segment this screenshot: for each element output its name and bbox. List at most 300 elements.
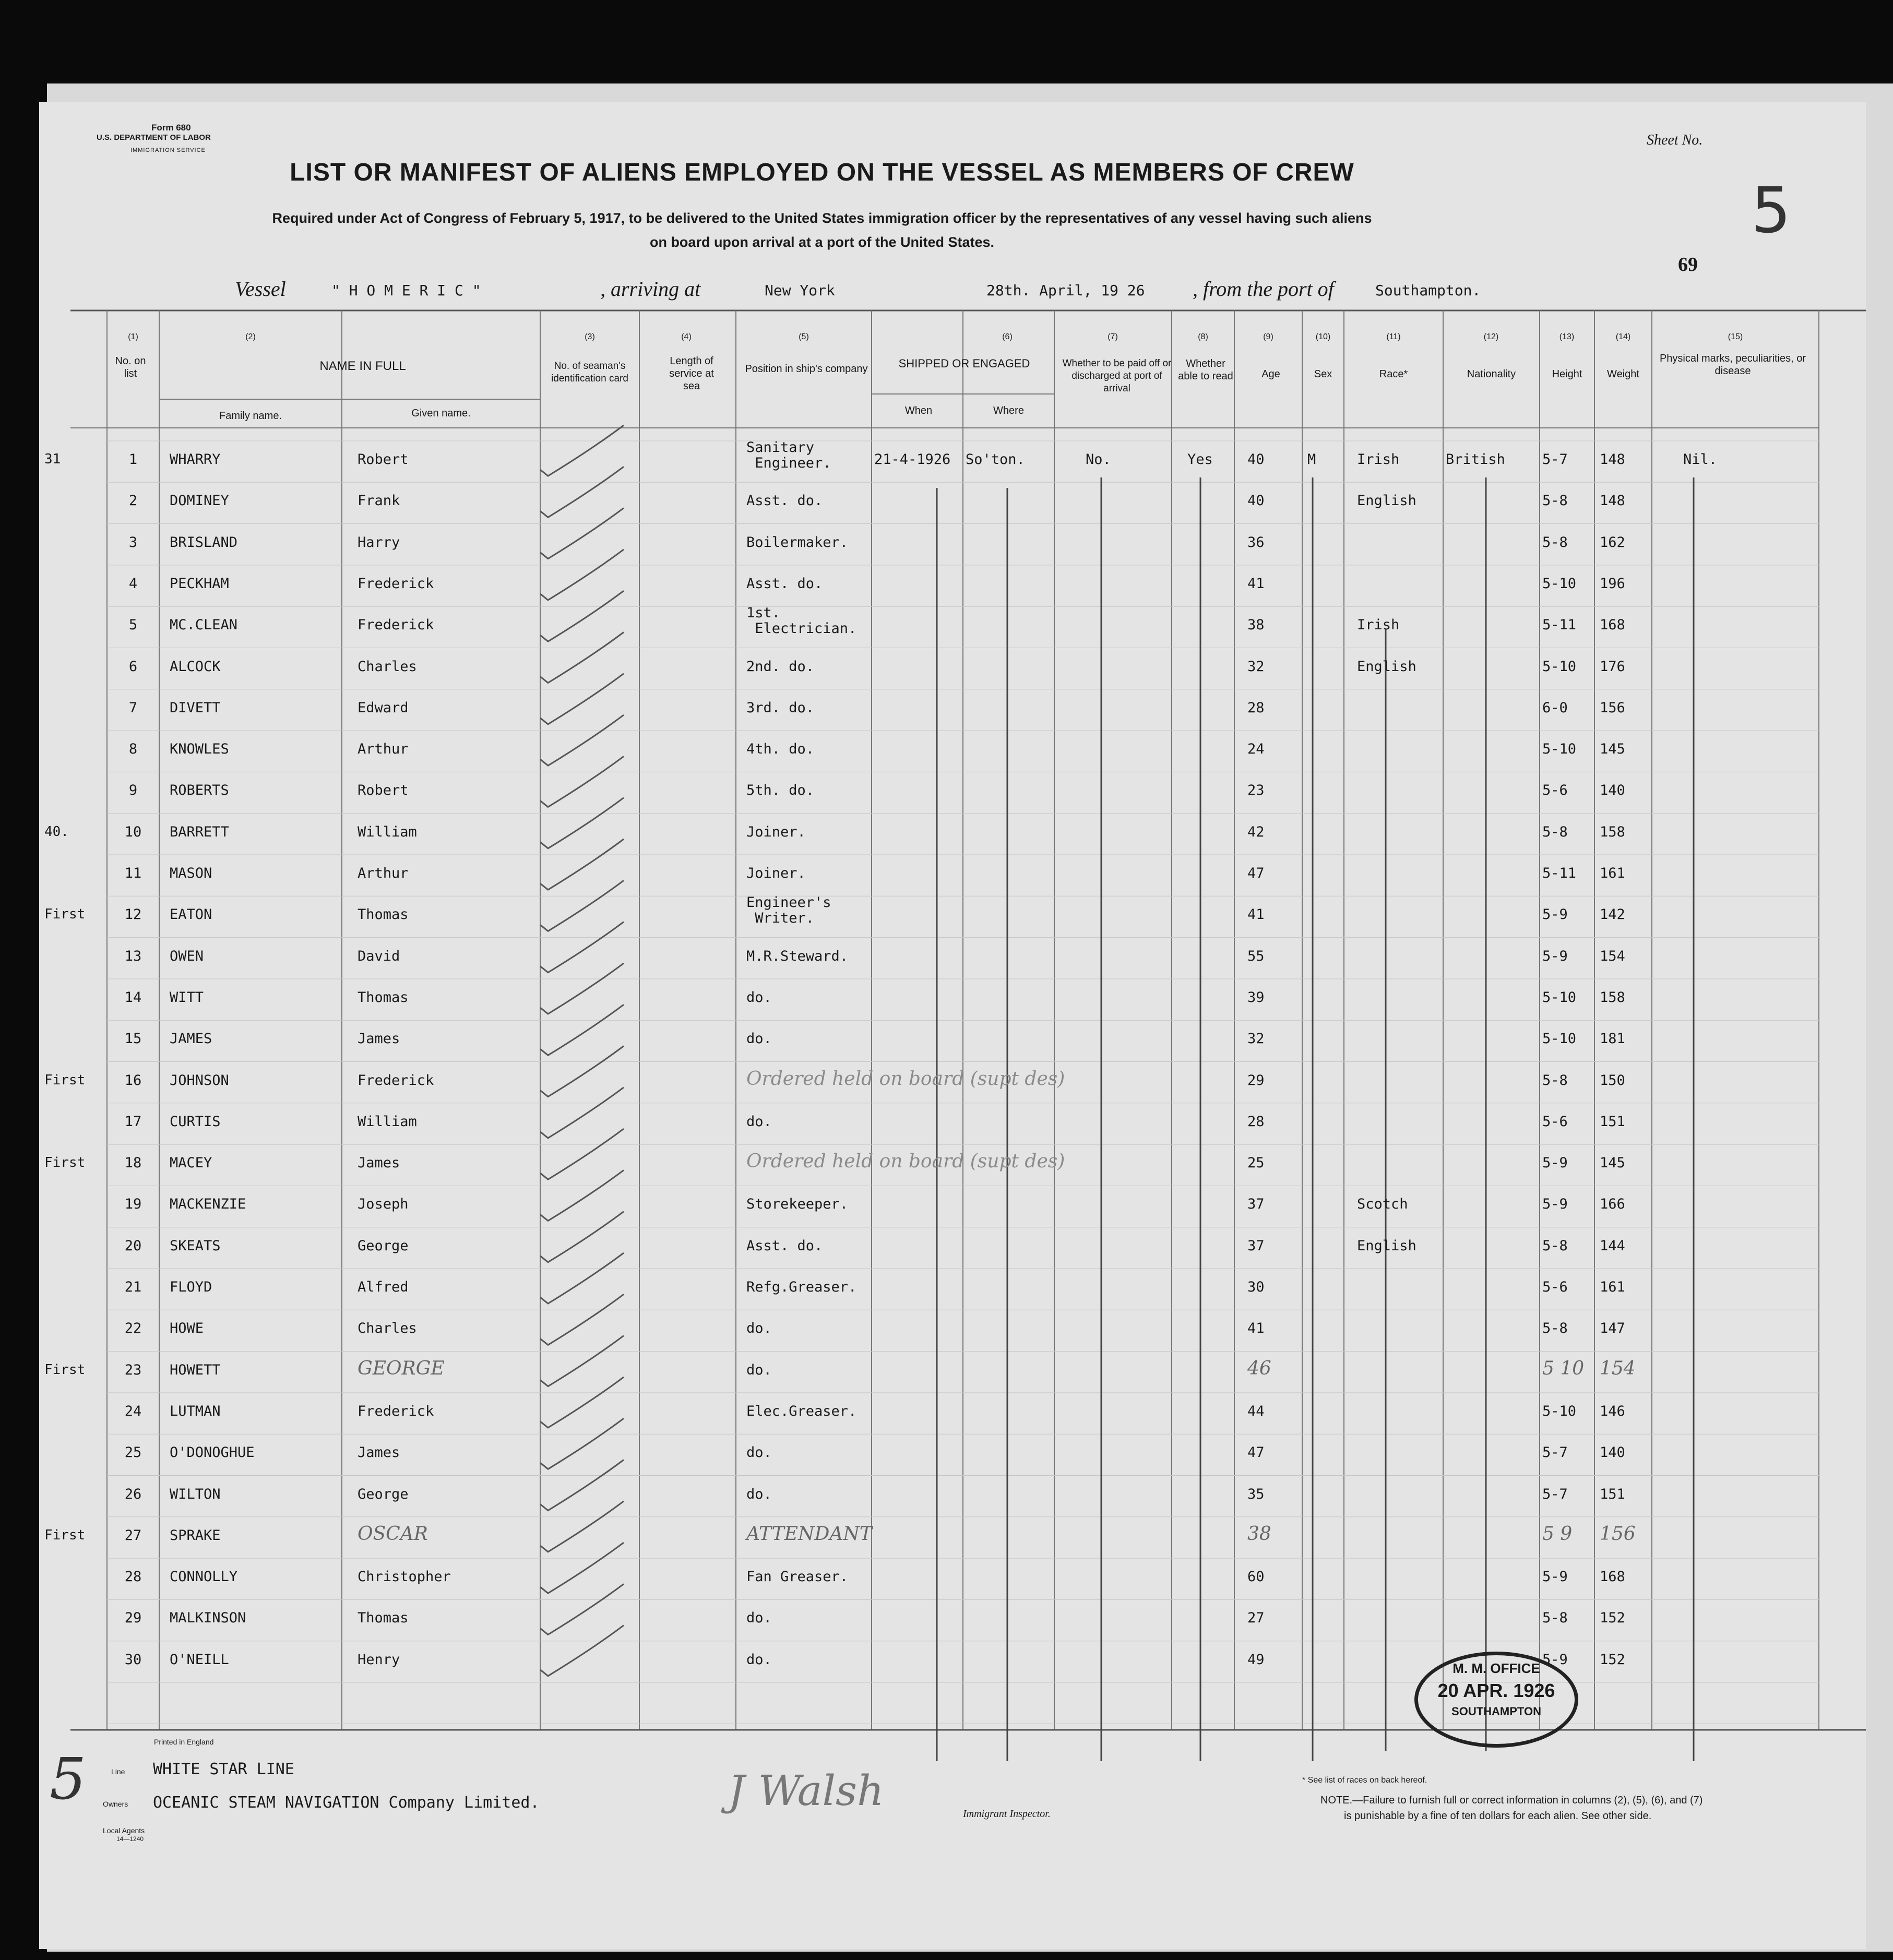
row-number: 14	[124, 989, 142, 1006]
check-mark	[540, 1294, 624, 1345]
row-number: 30	[124, 1651, 142, 1668]
position: 3rd. do.	[746, 699, 815, 716]
race: Scotch	[1357, 1196, 1408, 1213]
age: 36	[1247, 534, 1265, 551]
weight: 161	[1600, 1279, 1625, 1295]
given-name: Thomas	[358, 906, 409, 923]
height: 5-10	[1542, 1031, 1577, 1047]
row-number: 7	[128, 699, 138, 716]
sheet-no-label: Sheet No.	[1647, 132, 1703, 148]
stamp-top: M. M. OFFICE	[1453, 1660, 1540, 1676]
weight: 150	[1600, 1072, 1625, 1089]
given-name: Robert	[358, 782, 409, 799]
row-number: 3	[128, 534, 138, 551]
inspector-label: Immigrant Inspector.	[963, 1808, 1051, 1820]
row-number: 5	[128, 617, 138, 634]
family-name: DIVETT	[170, 699, 221, 716]
position: 1st. Electrician.	[746, 605, 857, 637]
check-mark	[540, 1377, 624, 1428]
position: do.	[746, 1031, 772, 1047]
position: do.	[746, 1320, 772, 1337]
weight: 151	[1600, 1486, 1625, 1502]
weight: 168	[1600, 1569, 1625, 1585]
given-name: Frederick	[358, 1403, 434, 1419]
weight: 152	[1600, 1651, 1625, 1668]
sheet-mark: 5	[1751, 175, 1791, 247]
position: Boilermaker.	[746, 534, 849, 551]
stamp-bottom: SOUTHAMPTON	[1451, 1705, 1541, 1718]
position: Elec.Greaser.	[746, 1403, 857, 1419]
height: 5-6	[1542, 1279, 1568, 1295]
position: Joiner.	[746, 865, 806, 881]
header-id-card: No. of seaman's identification card	[551, 361, 628, 384]
row-number: 24	[124, 1403, 142, 1419]
height: 5-9	[1542, 1569, 1568, 1585]
check-mark	[540, 1253, 624, 1304]
line-name: WHITE STAR LINE	[153, 1760, 294, 1778]
height: 5-8	[1542, 493, 1568, 509]
age: 40	[1247, 451, 1265, 468]
check-mark	[540, 715, 624, 766]
check-mark	[540, 1336, 624, 1387]
height: 5 10	[1542, 1357, 1585, 1379]
given-name: GEORGE	[358, 1357, 445, 1379]
given-name: Edward	[358, 699, 409, 716]
check-mark	[540, 1087, 624, 1138]
column-number: (1)	[128, 332, 138, 341]
owners-label: Owners	[103, 1800, 128, 1808]
arriving-label: , arriving at	[600, 277, 701, 301]
header-read: Whether able to read	[1178, 358, 1233, 382]
height: 5 9	[1542, 1523, 1573, 1545]
from-port: Southampton.	[1375, 282, 1481, 299]
height: 5-10	[1542, 989, 1577, 1006]
check-mark	[540, 1543, 624, 1593]
height: 5-10	[1542, 1403, 1577, 1419]
family-name: FLOYD	[170, 1279, 212, 1295]
position: do.	[746, 1444, 772, 1461]
row-number: 18	[124, 1155, 142, 1172]
given-name: Frederick	[358, 1072, 434, 1089]
check-mark	[540, 1501, 624, 1552]
page-title: LIST OR MANIFEST OF ALIENS EMPLOYED ON THE VESSEL AS MEMBERS OF CREW	[290, 159, 1354, 186]
race: English	[1357, 658, 1416, 675]
column-number: (2)	[245, 332, 256, 341]
position: ATTENDANT	[746, 1523, 872, 1545]
header-family-name: Family name.	[219, 410, 282, 422]
header-sex: Sex	[1314, 368, 1332, 380]
position: do.	[746, 1361, 772, 1378]
row-number: 13	[124, 948, 142, 964]
manifest-sheet	[39, 102, 1866, 1949]
row-number: 1	[128, 451, 138, 468]
column-number: (6)	[1002, 332, 1013, 341]
family-name: DOMINEY	[170, 493, 229, 509]
row-margin-note: First	[44, 1155, 86, 1171]
height: 5-8	[1542, 1072, 1568, 1089]
row-number: 8	[128, 741, 138, 758]
row-number: 22	[124, 1320, 142, 1337]
age: 37	[1247, 1196, 1265, 1213]
penalty-note-2: is punishable by a fine of ten dollars for each alien. See other side.	[1344, 1810, 1652, 1822]
given-name: William	[358, 823, 417, 840]
header-where: Where	[993, 405, 1024, 416]
age: 60	[1247, 1569, 1265, 1585]
age: 40	[1247, 493, 1265, 509]
check-mark	[540, 963, 624, 1014]
age: 44	[1247, 1403, 1265, 1419]
check-mark	[540, 674, 624, 724]
age: 28	[1247, 1113, 1265, 1130]
age: 46	[1247, 1357, 1271, 1379]
row-number: 20	[124, 1237, 142, 1254]
given-name: Thomas	[358, 989, 409, 1006]
family-name: SKEATS	[170, 1237, 221, 1254]
service: IMMIGRATION SERVICE	[130, 147, 206, 153]
given-name: Frederick	[358, 575, 434, 592]
position: 4th. do.	[746, 741, 815, 758]
height: 5-11	[1542, 617, 1577, 634]
family-name: LUTMAN	[170, 1403, 221, 1419]
check-mark	[540, 1170, 624, 1221]
races-note: * See list of races on back hereof.	[1302, 1776, 1427, 1785]
family-name: MACKENZIE	[170, 1196, 246, 1213]
column-number: (15)	[1728, 332, 1743, 341]
weight: 154	[1600, 948, 1625, 964]
family-name: WITT	[170, 989, 204, 1006]
row-margin-note: First	[44, 1527, 86, 1543]
given-name: George	[358, 1237, 409, 1254]
given-name: Christopher	[358, 1569, 451, 1585]
weight: 166	[1600, 1196, 1625, 1213]
age: 23	[1247, 782, 1265, 799]
row-margin-note: First	[44, 906, 86, 923]
height: 5-9	[1542, 906, 1568, 923]
age: 24	[1247, 741, 1265, 758]
height: 5-7	[1542, 451, 1568, 468]
department: U.S. DEPARTMENT OF LABOR	[97, 133, 211, 142]
family-name: O'DONOGHUE	[170, 1444, 255, 1461]
position: Engineer's Writer.	[746, 894, 831, 927]
header-position: Position in ship's company	[745, 363, 868, 375]
weight: 156	[1600, 1523, 1636, 1545]
age: 37	[1247, 1237, 1265, 1254]
given-name: Harry	[358, 534, 400, 551]
check-mark	[540, 508, 624, 559]
given-name: Arthur	[358, 865, 409, 881]
check-mark	[540, 1129, 624, 1179]
arrival-date: 28th. April, 19 26	[986, 282, 1145, 299]
weight: 151	[1600, 1113, 1625, 1130]
height: 5-7	[1542, 1486, 1568, 1502]
check-mark	[540, 922, 624, 973]
family-name: WILTON	[170, 1486, 221, 1502]
row-number: 23	[124, 1361, 142, 1378]
position: Refg.Greaser.	[746, 1279, 857, 1295]
weight: 168	[1600, 617, 1625, 634]
height: 5-7	[1542, 1444, 1568, 1461]
weight: 142	[1600, 906, 1625, 923]
check-mark	[540, 591, 624, 641]
height: 5-10	[1542, 658, 1577, 675]
row-margin-note: 40.	[44, 823, 69, 840]
office-stamp	[1414, 1652, 1578, 1748]
header-when: When	[904, 405, 933, 416]
age: 55	[1247, 948, 1265, 964]
nationality: British	[1446, 451, 1505, 468]
age: 28	[1247, 699, 1265, 716]
family-name: MASON	[170, 865, 212, 881]
position: Storekeeper.	[746, 1196, 849, 1213]
row-number: 19	[124, 1196, 142, 1213]
header-service: Length of service at sea	[669, 355, 714, 392]
given-name: James	[358, 1031, 400, 1047]
header-no-on-list: No. on list	[115, 355, 146, 379]
column-number: (13)	[1559, 332, 1575, 341]
age: 47	[1247, 1444, 1265, 1461]
row-number: 26	[124, 1486, 142, 1502]
family-name: MACEY	[170, 1155, 212, 1172]
header-paid-off: Whether to be paid off or discharged at port of arrival	[1062, 358, 1172, 394]
position: Joiner.	[746, 823, 806, 840]
row-number: 10	[124, 823, 142, 840]
race: Irish	[1357, 451, 1400, 468]
column-number: (10)	[1315, 332, 1331, 341]
inspector-signature: J Walsh	[728, 1766, 884, 1815]
header-nationality: Nationality	[1467, 368, 1516, 380]
agents-label: Local Agents	[103, 1826, 145, 1835]
race: English	[1357, 1237, 1416, 1254]
column-number: (14)	[1615, 332, 1631, 341]
family-name: EATON	[170, 906, 212, 923]
age: 30	[1247, 1279, 1265, 1295]
family-name: OWEN	[170, 948, 204, 964]
able-to-read: Yes	[1187, 451, 1213, 468]
family-name: JOHNSON	[170, 1072, 229, 1089]
check-mark	[540, 425, 624, 476]
position: do.	[746, 1651, 772, 1668]
row-margin-note: First	[44, 1361, 86, 1378]
form-number: Form 680	[151, 123, 191, 133]
column-number: (7)	[1108, 332, 1118, 341]
column-number: (8)	[1198, 332, 1208, 341]
age: 27	[1247, 1610, 1265, 1627]
height: 5-9	[1542, 948, 1568, 964]
check-mark	[540, 632, 624, 683]
height: 5-8	[1542, 823, 1568, 840]
check-mark	[540, 467, 624, 517]
position: Asst. do.	[746, 575, 823, 592]
row-number: 6	[128, 658, 138, 675]
check-mark	[540, 1460, 624, 1511]
weight: 181	[1600, 1031, 1625, 1047]
family-name: ALCOCK	[170, 658, 221, 675]
given-name: Charles	[358, 658, 417, 675]
check-mark	[540, 1584, 624, 1634]
height: 5-8	[1542, 534, 1568, 551]
header-race: Race*	[1379, 368, 1408, 380]
position: 2nd. do.	[746, 658, 815, 675]
row-number: 27	[124, 1527, 142, 1544]
race: Irish	[1357, 617, 1400, 634]
row-number: 25	[124, 1444, 142, 1461]
required-line-1: Required under Act of Congress of February 5, 1917, to be delivered to the United States immigration officer by the representatives of any vessel having such aliens	[272, 210, 1372, 226]
weight: 152	[1600, 1610, 1625, 1627]
owners-name: OCEANIC STEAM NAVIGATION Company Limited.	[153, 1794, 540, 1812]
position: 5th. do.	[746, 782, 815, 799]
arriving-port: New York	[765, 282, 835, 299]
weight: 144	[1600, 1237, 1625, 1254]
shipped-when: 21-4-1926	[874, 451, 951, 468]
family-name: BARRETT	[170, 823, 229, 840]
check-mark	[540, 1418, 624, 1469]
row-number: 16	[124, 1072, 142, 1089]
row-number: 2	[128, 493, 138, 509]
header-weight: Weight	[1607, 368, 1639, 380]
given-name: James	[358, 1155, 400, 1172]
printed-in: Printed in England	[154, 1738, 214, 1746]
row-number: 28	[124, 1569, 142, 1585]
given-name: David	[358, 948, 400, 964]
height: 5-8	[1542, 1237, 1568, 1254]
age: 32	[1247, 658, 1265, 675]
given-name: Joseph	[358, 1196, 409, 1213]
age: 47	[1247, 865, 1265, 881]
age: 41	[1247, 575, 1265, 592]
height: 6-0	[1542, 699, 1568, 716]
weight: 145	[1600, 1155, 1625, 1172]
column-number: (9)	[1263, 332, 1273, 341]
weight: 158	[1600, 989, 1625, 1006]
height: 5-10	[1542, 575, 1577, 592]
column-number: (5)	[799, 332, 809, 341]
position: Fan Greaser.	[746, 1569, 849, 1585]
age: 41	[1247, 1320, 1265, 1337]
check-mark	[540, 798, 624, 848]
family-name: MALKINSON	[170, 1610, 246, 1627]
column-number: (3)	[585, 332, 595, 341]
agents-code: 14—1240	[116, 1835, 144, 1843]
paid-off: No.	[1086, 451, 1111, 468]
given-name: George	[358, 1486, 409, 1502]
row-number: 29	[124, 1610, 142, 1627]
check-mark	[540, 839, 624, 890]
height: 5-10	[1542, 741, 1577, 758]
position: Asst. do.	[746, 493, 823, 509]
check-mark	[540, 1046, 624, 1097]
line-label: Line	[111, 1767, 125, 1776]
position: Ordered held on board (supt des)	[746, 1151, 1065, 1173]
row-number: 12	[124, 906, 142, 923]
height: 5-6	[1542, 782, 1568, 799]
penalty-note-1: NOTE.—Failure to furnish full or correct information in columns (2), (5), (6), and (7)	[1320, 1795, 1703, 1806]
age: 25	[1247, 1155, 1265, 1172]
race: English	[1357, 493, 1416, 509]
family-name: JAMES	[170, 1031, 212, 1047]
check-mark	[540, 1005, 624, 1055]
weight: 145	[1600, 741, 1625, 758]
position: do.	[746, 989, 772, 1006]
weight: 140	[1600, 1444, 1625, 1461]
physical-marks: Nil.	[1683, 451, 1718, 468]
family-name: PECKHAM	[170, 575, 229, 592]
row-number: 21	[124, 1279, 142, 1295]
given-name: Thomas	[358, 1610, 409, 1627]
given-name: Charles	[358, 1320, 417, 1337]
family-name: HOWETT	[170, 1361, 221, 1378]
age: 49	[1247, 1651, 1265, 1668]
given-name: William	[358, 1113, 417, 1130]
position: Ordered held on board (supt des)	[746, 1068, 1065, 1090]
position: Sanitary Engineer.	[746, 439, 831, 471]
header-age: Age	[1261, 368, 1280, 380]
page-number: 69	[1678, 254, 1698, 276]
family-name: HOWE	[170, 1320, 204, 1337]
height: 5-8	[1542, 1610, 1568, 1627]
height: 5-9	[1542, 1196, 1568, 1213]
age: 32	[1247, 1031, 1265, 1047]
age: 29	[1247, 1072, 1265, 1089]
header-shipped: SHIPPED OR ENGAGED	[898, 357, 1030, 370]
stamp-date: 20 APR. 1926	[1437, 1680, 1555, 1701]
check-mark	[540, 549, 624, 600]
vessel-name: " H O M E R I C "	[331, 282, 481, 299]
shipped-where: So'ton.	[966, 451, 1025, 468]
weight: 154	[1600, 1357, 1636, 1379]
age: 38	[1247, 1523, 1271, 1545]
header-marks: Physical marks, peculiarities, or disease	[1659, 353, 1806, 377]
given-name: Frederick	[358, 617, 434, 634]
family-name: O'NEILL	[170, 1651, 229, 1668]
given-name: Robert	[358, 451, 409, 468]
header-height: Height	[1552, 368, 1582, 380]
family-name: CONNOLLY	[170, 1569, 238, 1585]
check-mark	[540, 1212, 624, 1262]
age: 38	[1247, 617, 1265, 634]
column-number: (4)	[681, 332, 692, 341]
weight: 147	[1600, 1320, 1625, 1337]
height: 5-9	[1542, 1155, 1568, 1172]
height: 5-8	[1542, 1320, 1568, 1337]
age: 41	[1247, 906, 1265, 923]
family-name: ROBERTS	[170, 782, 229, 799]
weight: 196	[1600, 575, 1625, 592]
weight: 176	[1600, 658, 1625, 675]
row-number: 9	[128, 782, 138, 799]
family-name: BRISLAND	[170, 534, 238, 551]
family-name: CURTIS	[170, 1113, 221, 1130]
position: do.	[746, 1486, 772, 1502]
row-margin-note: First	[44, 1072, 86, 1088]
height: 5-11	[1542, 865, 1577, 881]
weight: 158	[1600, 823, 1625, 840]
row-margin-note: 31	[44, 451, 61, 467]
age: 42	[1247, 823, 1265, 840]
weight: 156	[1600, 699, 1625, 716]
given-name: OSCAR	[358, 1523, 428, 1545]
vessel-label: Vessel	[235, 277, 286, 301]
height: 5-6	[1542, 1113, 1568, 1130]
from-label: , from the port of	[1193, 277, 1334, 301]
family-name: KNOWLES	[170, 741, 229, 758]
weight: 140	[1600, 782, 1625, 799]
column-number: (11)	[1386, 332, 1401, 341]
weight: 148	[1600, 451, 1625, 468]
age: 39	[1247, 989, 1265, 1006]
header-name-in-full: NAME IN FULL	[319, 359, 406, 373]
row-number: 15	[124, 1031, 142, 1047]
row-number: 17	[124, 1113, 142, 1130]
